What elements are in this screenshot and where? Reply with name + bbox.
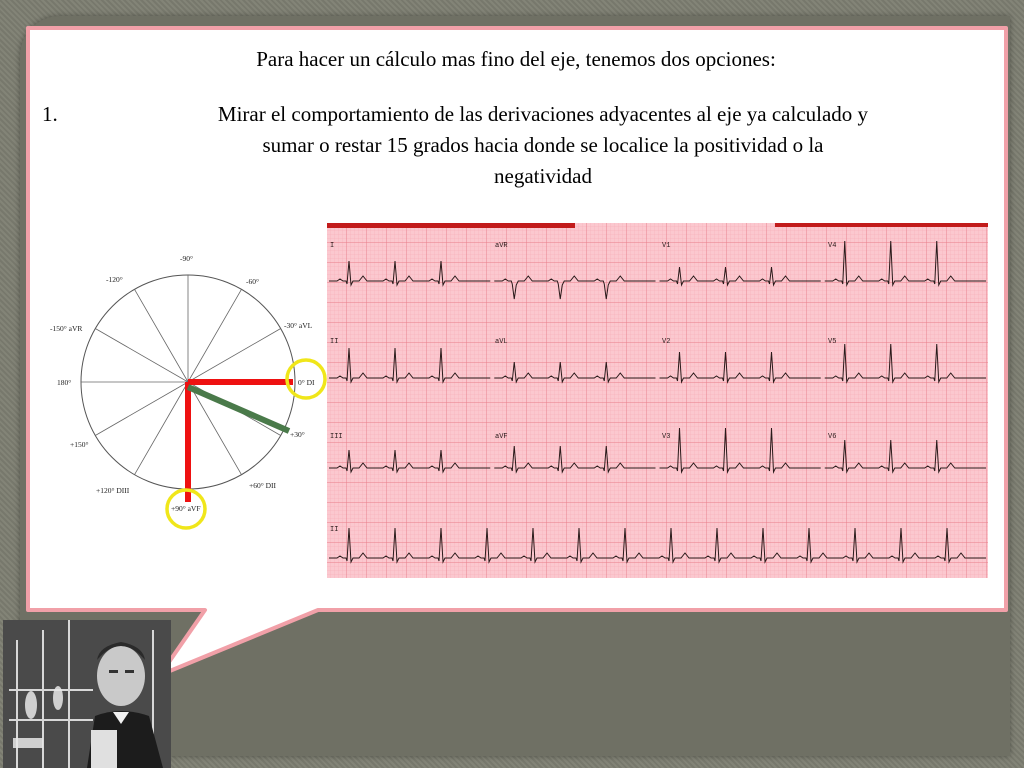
label-plus150: +150° [70, 440, 89, 449]
portrait-photo [3, 620, 171, 768]
label-minus90: -90° [180, 254, 193, 263]
lead-label-avr: aVR [495, 242, 508, 250]
slide-text [32, 44, 1000, 192]
label-minus120: -120° [106, 275, 123, 284]
lead-label-v6: V6 [828, 433, 837, 441]
list-item [32, 99, 1000, 192]
ecg-strip [327, 223, 988, 578]
label-plus60: +60° DII [249, 481, 277, 490]
label-plus120: +120° DIII [96, 486, 130, 495]
list-item-line-3: negatividad [494, 164, 592, 188]
lead-label-v4: V4 [828, 242, 837, 250]
list-item-line-2: sumar o restar 15 grados hacia donde se localice la positividad o la [262, 133, 824, 157]
list-item-number: 1. [42, 102, 58, 126]
label-minus30: -30° aVL [284, 321, 313, 330]
label-plus90: +90° aVF [171, 504, 201, 513]
label-plus30: +30° [290, 430, 305, 439]
lead-label-avl: aVL [495, 338, 508, 346]
list-item-text [86, 99, 1000, 192]
label-180: 180° [57, 378, 72, 387]
lead-label-v1: V1 [662, 242, 671, 250]
slide-heading: Para hacer un cálculo mas fino del eje, tenemos dos opciones: [256, 47, 776, 71]
lead-label-ii-rhythm: II [330, 526, 339, 534]
lead-label-iii: III [330, 433, 343, 441]
lead-label-v2: V2 [662, 338, 671, 346]
label-0-di: 0° DI [298, 378, 315, 387]
label-minus60: -60° [246, 277, 259, 286]
ecg-top-band-right [775, 223, 988, 227]
lead-label-ii: II [330, 338, 339, 346]
axis-spokes [81, 275, 281, 475]
label-minus150: -150° aVR [50, 324, 83, 333]
list-item-line-1: Mirar el comportamiento de las derivaciones adyacentes al eje ya calculado y [217, 102, 869, 126]
lead-label-v5: V5 [828, 338, 837, 346]
lead-label-v3: V3 [662, 433, 671, 441]
lead-label-i: I [330, 242, 335, 250]
hexaxial-diagram [44, 248, 334, 533]
ecg-top-band-left [327, 223, 575, 228]
lead-label-avf: aVF [495, 433, 508, 441]
